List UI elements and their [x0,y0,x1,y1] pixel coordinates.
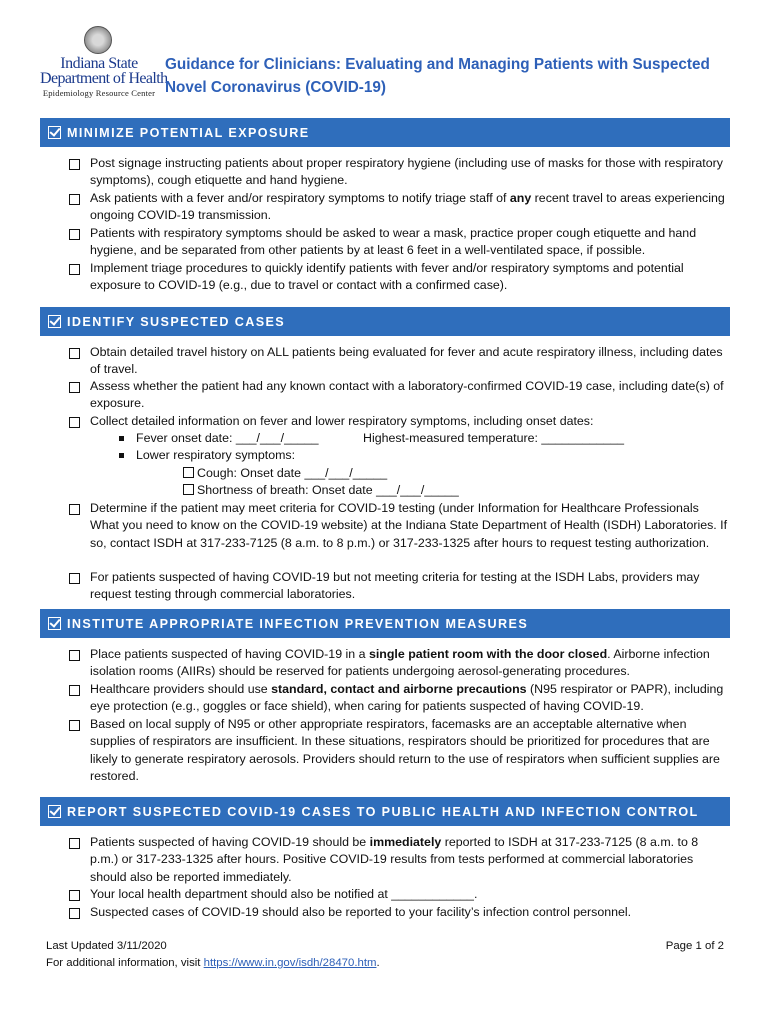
checked-box-icon [48,126,61,139]
checkbox-icon[interactable] [69,720,80,731]
section-header-minimize-exposure [40,118,730,147]
list-item: Patients with respiratory symptoms should be asked to wear a mask, practice proper cough etiquette and hand hygiene, and be separated from other patients by at least 6 feet in a well-ventilated space, if possible. [69,225,729,260]
checkbox-icon[interactable] [69,159,80,170]
list-item: Patients suspected of having COVID-19 should be immediately reported to ISDH at 317-233-7125 (8 a.m. to 8 p.m.) or 317-233-1325 after hours. Positive COVID-19 results from tests performed at commercial laboratories should also be reported immediately. [69,834,729,886]
section-heading: REPORT SUSPECTED COVID-19 CASES TO PUBLIC HEALTH AND INFECTION CONTROL [67,804,699,819]
list-item: Place patients suspected of having COVID-19 in a single patient room with the door closed. Airborne infection isolation rooms (AIIRs) should be reserved for patients undergoing aerosol-generating procedures. [69,646,729,681]
page-number: Page 1 of 2 [665,940,724,952]
checkbox-icon[interactable] [69,264,80,275]
checkbox-icon[interactable] [69,504,80,515]
highest-temperature-field: Highest-measured temperature: ____________ [363,431,625,445]
list-item: Suspected cases of COVID-19 should also be reported to your facility’s infection control personnel. [69,904,729,921]
checkbox-icon[interactable] [69,417,80,428]
state-seal-icon [84,26,112,54]
checked-box-icon [48,805,61,818]
bullet-icon [119,453,124,458]
fever-onset-field: Fever onset date: ___/___/_____ [136,431,319,445]
checkbox-icon[interactable] [69,194,80,205]
list-item: For patients suspected of having COVID-19 but not meeting criteria for testing at the ISDH Labs, providers may request testing through commercial laboratories. [69,569,729,604]
last-updated: Last Updated 3/11/2020 [46,940,167,952]
list-item: Based on local supply of N95 or other appropriate respirators, facemasks are an acceptable alternative when supplies of respirators are insufficient. In these situations, respirators should be prioritized for procedures that are likely to generate respiratory aerosols. Providers should return to the use of respirators when sufficient supplies are restored. [69,716,729,785]
document-title: Guidance for Clinicians: Evaluating and Managing Patients with Suspected Novel Coronavirus (COVID-19) [165,56,710,96]
checked-box-icon [48,315,61,328]
checkbox-icon[interactable] [69,908,80,919]
checkbox-icon[interactable] [183,484,194,495]
list-item: Implement triage procedures to quickly identify patients with fever and/or respiratory symptoms and potential exposure to COVID-19 (e.g., due to travel or contact with a confirmed case). [69,260,729,295]
checkbox-icon[interactable] [69,573,80,584]
list-item: Assess whether the patient had any known contact with a laboratory-confirmed COVID-19 case, including date(s) of exposure. [69,378,729,413]
list-item: Determine if the patient may meet criteria for COVID-19 testing (under Information for Healthcare Professionals What you need to know on the COVID-19 website) at the Indiana State Department of Health (ISDH) Laboratories. If so, contact ISDH at 317-233-7125 (8 a.m. to 8 p.m.) or 317-233-1325 after hours to request testing authorization. [69,500,729,552]
checkbox-icon[interactable] [69,348,80,359]
list-item: Ask patients with a fever and/or respiratory symptoms to notify triage staff of any recent travel to areas experiencing ongoing COVID-19 transmission. [69,190,729,225]
checkbox-icon[interactable] [69,382,80,393]
cough-onset-field: Cough: Onset date ___/___/_____ [183,465,387,482]
list-item: Obtain detailed travel history on ALL patients being evaluated for fever and acute respiratory illness, including dates of travel. [69,344,729,379]
checkbox-icon[interactable] [69,685,80,696]
lower-respiratory-label: Lower respiratory symptoms: [136,448,296,462]
section-header-infection-prevention [40,609,730,638]
isdh-logo [40,26,168,98]
checkbox-icon[interactable] [69,890,80,901]
checkbox-icon[interactable] [69,650,80,661]
checkbox-icon[interactable] [69,229,80,240]
checkbox-icon[interactable] [69,838,80,849]
section-header-identify-cases [40,307,730,336]
additional-info: For additional information, visit https://www.in.gov/isdh/28470.htm. [46,957,380,969]
section-heading: INSTITUTE APPROPRIATE INFECTION PREVENTION MEASURES [67,616,529,631]
logo-line-2: Department of Health [40,70,168,87]
bullet-icon [119,436,124,441]
list-item: Post signage instructing patients about proper respiratory hygiene (including use of masks for those with respiratory symptoms), cough etiquette and hand hygiene. [69,155,729,190]
list-item: Your local health department should also be notified at ____________. [69,886,729,903]
checkbox-icon[interactable] [183,467,194,478]
section-header-report-cases [40,797,730,826]
logo-line-1: Indiana State [60,55,138,72]
isdh-covid-link[interactable]: https://www.in.gov/isdh/28470.htm [203,957,377,969]
list-item: Healthcare providers should use standard, contact and airborne precautions (N95 respirator or PAPR), including eye protection (e.g., goggles or face shield), when caring for patients suspected of having COVID-19. [69,681,729,716]
checked-box-icon [48,617,61,630]
list-item: Collect detailed information on fever and lower respiratory symptoms, including onset dates: [69,413,729,430]
shortness-of-breath-field: Shortness of breath: Onset date ___/___/_____ [183,482,459,499]
section-heading: MINIMIZE POTENTIAL EXPOSURE [67,125,310,140]
section-heading: IDENTIFY SUSPECTED CASES [67,314,286,329]
logo-line-3: Epidemiology Resource Center [42,88,156,98]
